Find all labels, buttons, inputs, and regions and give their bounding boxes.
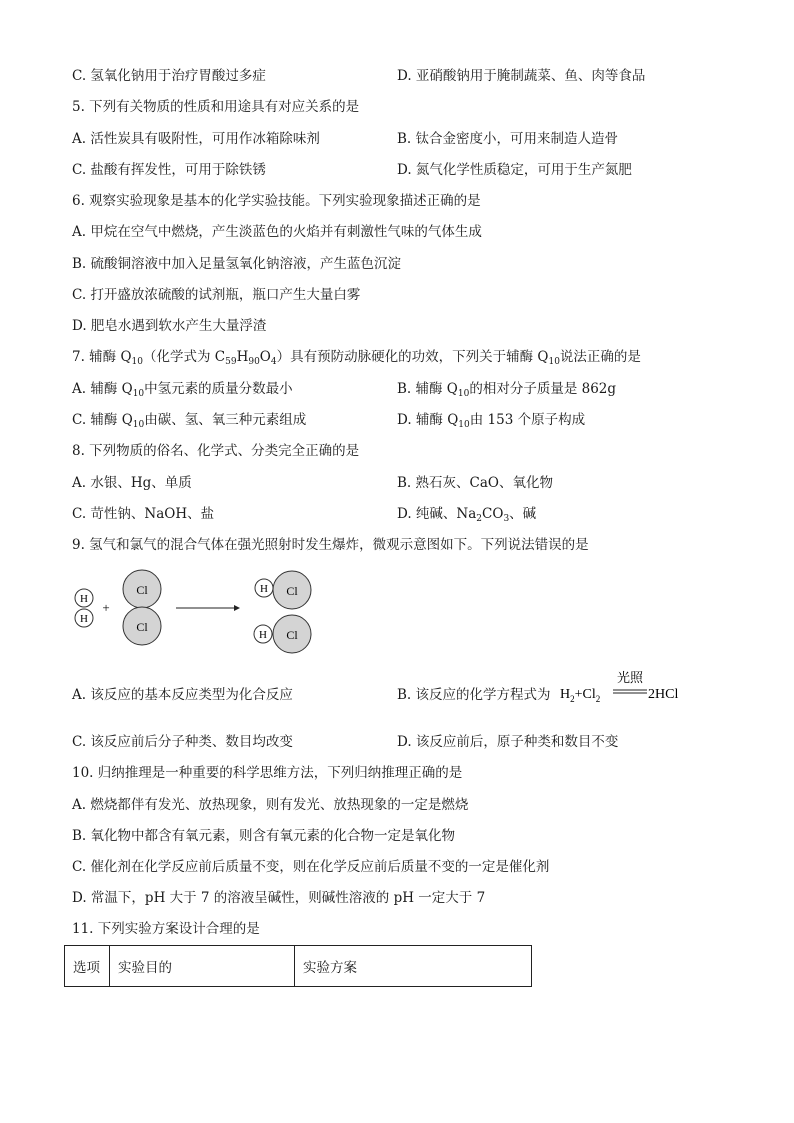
reaction-diagram (70, 568, 330, 658)
q5-option-b: B. 钛合金密度小，可用来制造人造骨 (397, 131, 619, 147)
q7-stem-text: 7. 辅酶 Q (72, 349, 132, 365)
atom-label-h: H (260, 583, 268, 595)
equation-reactant (560, 687, 600, 704)
q7-subscript: 10 (131, 357, 143, 367)
q10-option-b: B. 氧化物中都含有氧元素，则含有氧元素的化合物一定是氧化物 (72, 828, 456, 844)
q7-subscript: 4 (270, 357, 277, 367)
table-header-cell: 实验方案 (295, 946, 532, 987)
q7-stem-text: （化学式为 C (142, 349, 226, 365)
q8-d-text: CO (482, 506, 504, 522)
q7-option-a (72, 380, 293, 398)
q7-option-d (397, 411, 585, 429)
atom-label-cl: Cl (136, 583, 148, 597)
q8-d-text: 、碱 (509, 506, 537, 522)
q7-stem-text: 说法正确的是 (559, 349, 641, 365)
table-header-cell: 实验目的 (110, 946, 295, 987)
q9-option-d: D. 该反应前后，原子种类和数目不变 (397, 734, 619, 750)
q10-stem: 10. 归纳推理是一种重要的科学思维方法，下列归纳推理正确的是 (72, 765, 463, 781)
q6-option-c: C. 打开盛放浓硫酸的试剂瓶，瓶口产生大量白雾 (72, 287, 361, 303)
q7-stem (72, 348, 641, 366)
q8-stem: 8. 下列物质的俗名、化学式、分类完全正确的是 (72, 443, 360, 459)
q4-option-d: D. 亚硝酸钠用于腌制蔬菜、鱼、肉等食品 (397, 68, 646, 84)
atom-label-cl: Cl (136, 620, 148, 634)
arrow-icon (176, 605, 240, 611)
q7-subscript: 10 (132, 389, 145, 399)
q8-subscript: 2 (476, 514, 483, 524)
q10-option-c: C. 催化剂在化学反应前后质量不变，则在化学反应前后质量不变的一定是催化剂 (72, 859, 550, 875)
q8-option-b: B. 熟石灰、CaO、氧化物 (397, 475, 553, 491)
q8-option-c: C. 苛性钠、NaOH、盐 (72, 506, 215, 522)
q9-option-b: B. 该反应的化学方程式为 (397, 687, 551, 703)
q7-c-text: C. 辅酶 Q (72, 412, 133, 428)
cl2-molecule (123, 570, 161, 645)
eq-subscript: 2 (595, 694, 601, 704)
q7-option-c (72, 411, 306, 429)
q7-option-b (397, 380, 616, 398)
q8-option-a: A. 水银、Hg、单质 (72, 475, 192, 491)
q7-subscript: 59 (225, 357, 237, 367)
atom-label-cl: Cl (286, 628, 298, 642)
hcl-molecule (255, 571, 311, 609)
q9-stem: 9. 氢气和氯气的混合气体在强光照射时发生爆炸，微观示意图如下。下列说法错误的是 (72, 537, 589, 553)
q8-subscript: 3 (503, 514, 510, 524)
plus-sign: + (102, 600, 110, 615)
q7-subscript: 10 (457, 389, 470, 399)
q6-stem: 6. 观察实验现象是基本的化学实验技能。下列实验现象描述正确的是 (72, 193, 481, 209)
q11-stem: 11. 下列实验方案设计合理的是 (72, 921, 260, 937)
q7-c-text: 由碳、氢、氧三种元素组成 (144, 412, 307, 428)
q7-a-text: A. 辅酶 Q (72, 381, 133, 397)
atom-label-cl: Cl (286, 584, 298, 598)
chemical-equation (560, 668, 690, 708)
q5-option-d: D. 氮气化学性质稳定，可用于生产氮肥 (397, 162, 632, 178)
reaction-condition: 光照 (616, 670, 644, 685)
q4-option-c: C. 氢氧化钠用于治疗胃酸过多症 (72, 68, 266, 84)
q5-option-c: C. 盐酸有挥发性，可用于除铁锈 (72, 162, 266, 178)
q7-formula-text: O (259, 349, 271, 365)
q10-option-d: D. 常温下，pH 大于 7 的溶液呈碱性，则碱性溶液的 pH 一定大于 7 (72, 890, 486, 906)
q5-option-a: A. 活性炭具有吸附性，可用作冰箱除味剂 (72, 131, 320, 147)
q9-option-a: A. 该反应的基本反应类型为化合反应 (72, 687, 293, 703)
q8-option-d (397, 505, 536, 523)
q7-subscript: 10 (458, 420, 470, 430)
table-header-row (65, 946, 532, 987)
q7-subscript: 10 (548, 357, 560, 367)
q7-b-text: 的相对分子质量是 862g (469, 381, 617, 397)
q6-option-b: B. 硫酸铜溶液中加入足量氢氧化钠溶液，产生蓝色沉淀 (72, 256, 402, 272)
equation-product: 2HCl (648, 687, 679, 702)
hcl-molecule (254, 615, 311, 653)
atom-label-h: H (259, 629, 267, 641)
q5-stem: 5. 下列有关物质的性质和用途具有对应关系的是 (72, 99, 360, 115)
eq-subscript: 2 (570, 694, 575, 704)
q6-option-a: A. 甲烷在空气中燃烧，产生淡蓝色的火焰并有刺激性气味的气体生成 (72, 224, 482, 240)
q7-a-text: 中氢元素的质量分数最小 (144, 381, 293, 397)
q7-d-text: D. 辅酶 Q (397, 412, 459, 428)
eq-text: +Cl (574, 687, 596, 702)
atom-label-h: H (80, 613, 88, 625)
q7-stem-text: ）具有预防动脉硬化的功效，下列关于辅酶 Q (276, 349, 549, 365)
q7-formula-text: H (236, 349, 249, 365)
h2-molecule (75, 589, 93, 627)
table-header-cell: 选项 (65, 946, 110, 987)
q9-option-c: C. 该反应前后分子种类、数目均改变 (72, 734, 293, 750)
q8-d-text: D. 纯碱、Na (397, 506, 477, 522)
q10-option-a: A. 燃烧都伴有发光、放热现象，则有发光、放热现象的一定是燃烧 (72, 797, 469, 813)
q7-d-text: 由 153 个原子构成 (469, 412, 586, 428)
q7-subscript: 10 (132, 420, 145, 430)
experiment-table (64, 945, 532, 987)
q6-option-d: D. 肥皂水遇到软水产生大量浮渣 (72, 318, 267, 334)
eq-text: H (560, 687, 571, 702)
q7-subscript: 90 (248, 357, 260, 367)
atom-label-h: H (80, 593, 88, 605)
q7-b-text: B. 辅酶 Q (397, 381, 458, 397)
